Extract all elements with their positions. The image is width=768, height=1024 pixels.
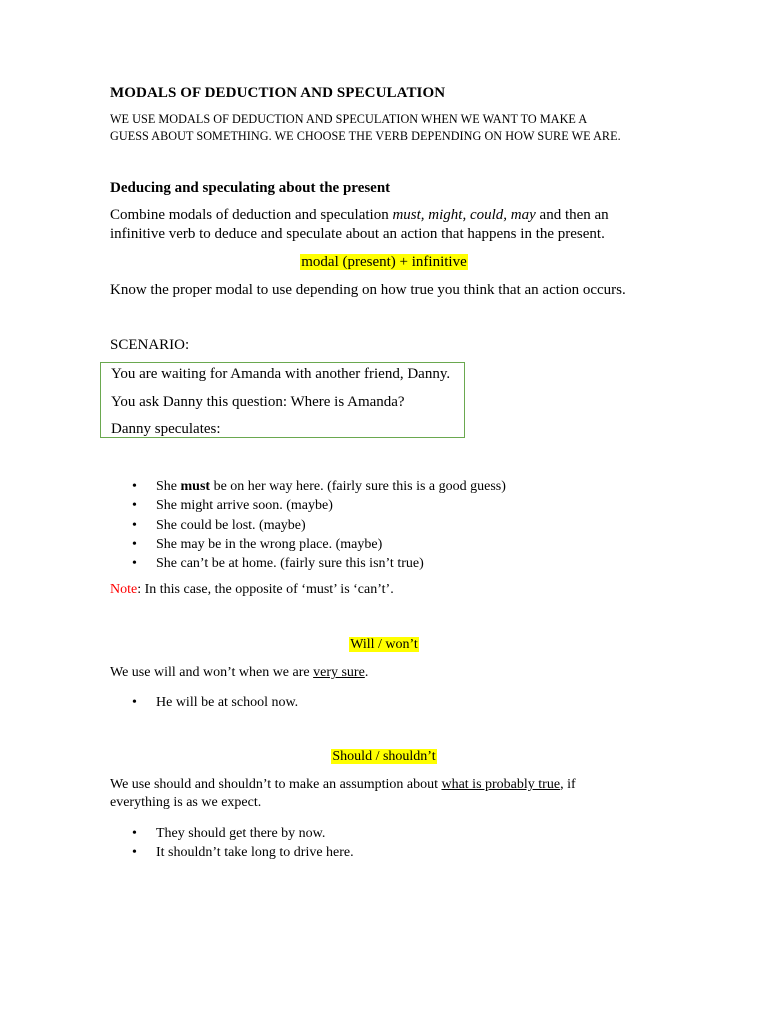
bullet-icon: • bbox=[132, 695, 137, 710]
combine-paragraph-line-2: infinitive verb to deduce and speculate about an action that happens in the present. bbox=[110, 226, 605, 242]
will-heading bbox=[0, 637, 768, 653]
will-paragraph: We use will and won’t when we are very sure. bbox=[110, 665, 369, 680]
list-item: • She must be on her way here. (fairly sure this is a good guess) bbox=[110, 477, 506, 496]
scenario-box bbox=[100, 362, 465, 438]
will-emphasis: very sure bbox=[313, 665, 365, 680]
should-paragraph-line-2: everything is as we expect. bbox=[110, 795, 262, 810]
note-line: Note: In this case, the opposite of ‘must’ is ‘can’t’. bbox=[110, 582, 394, 597]
list-item: • They should get there by now. bbox=[110, 824, 354, 843]
modal-list: must, might, could, may bbox=[392, 207, 536, 223]
bullet-icon: • bbox=[132, 556, 137, 572]
combine-paragraph-line-1: Combine modals of deduction and speculation must, might, could, may and then an bbox=[110, 207, 609, 223]
present-heading: Deducing and speculating about the present bbox=[110, 180, 391, 196]
list-item: • It shouldn’t take long to drive here. bbox=[110, 843, 354, 862]
note-label: Note bbox=[110, 582, 138, 597]
will-heading-highlight: Will / won’t bbox=[350, 637, 418, 652]
scenario-line-3: Danny speculates: bbox=[111, 421, 221, 437]
intro-line-1: WE USE MODALS OF DEDUCTION AND SPECULATION WHEN WE WANT TO MAKE A bbox=[110, 112, 588, 126]
list-item: • She may be in the wrong place. (maybe) bbox=[110, 535, 506, 554]
bullet-icon: • bbox=[132, 517, 137, 533]
document-title: MODALS OF DEDUCTION AND SPECULATION bbox=[110, 85, 446, 101]
bullet-icon: • bbox=[132, 536, 137, 552]
list-item: • She can’t be at home. (fairly sure this isn’t true) bbox=[110, 554, 506, 573]
bullet-icon: • bbox=[132, 826, 137, 841]
formula-highlight: modal (present) + infinitive bbox=[301, 254, 467, 270]
scenario-line-2: You ask Danny this question: Where is Amanda? bbox=[111, 394, 405, 410]
scenario-line-1: You are waiting for Amanda with another friend, Danny. bbox=[111, 366, 451, 382]
scenario-label: SCENARIO: bbox=[110, 337, 190, 353]
bullet-icon: • bbox=[132, 479, 137, 494]
should-heading-highlight: Should / shouldn’t bbox=[332, 749, 436, 764]
should-paragraph-line-1: We use should and shouldn’t to make an assumption about what is probably true, if bbox=[110, 777, 576, 792]
should-heading bbox=[0, 749, 768, 765]
know-paragraph: Know the proper modal to use depending on how true you think that an action occurs. bbox=[110, 282, 626, 298]
should-example-list bbox=[110, 824, 354, 863]
list-item: • He will be at school now. bbox=[110, 693, 298, 712]
bullet-icon: • bbox=[132, 845, 137, 861]
should-emphasis: what is probably true bbox=[441, 777, 561, 792]
speculation-list bbox=[110, 477, 506, 573]
bullet-icon: • bbox=[132, 498, 137, 514]
list-item: • She could be lost. (maybe) bbox=[110, 516, 506, 535]
formula-line bbox=[0, 254, 768, 271]
intro-line-2: GUESS ABOUT SOMETHING. WE CHOOSE THE VERB DEPENDING ON HOW SURE WE ARE. bbox=[110, 129, 621, 143]
list-item: • She might arrive soon. (maybe) bbox=[110, 496, 506, 515]
will-example-list bbox=[110, 693, 298, 712]
